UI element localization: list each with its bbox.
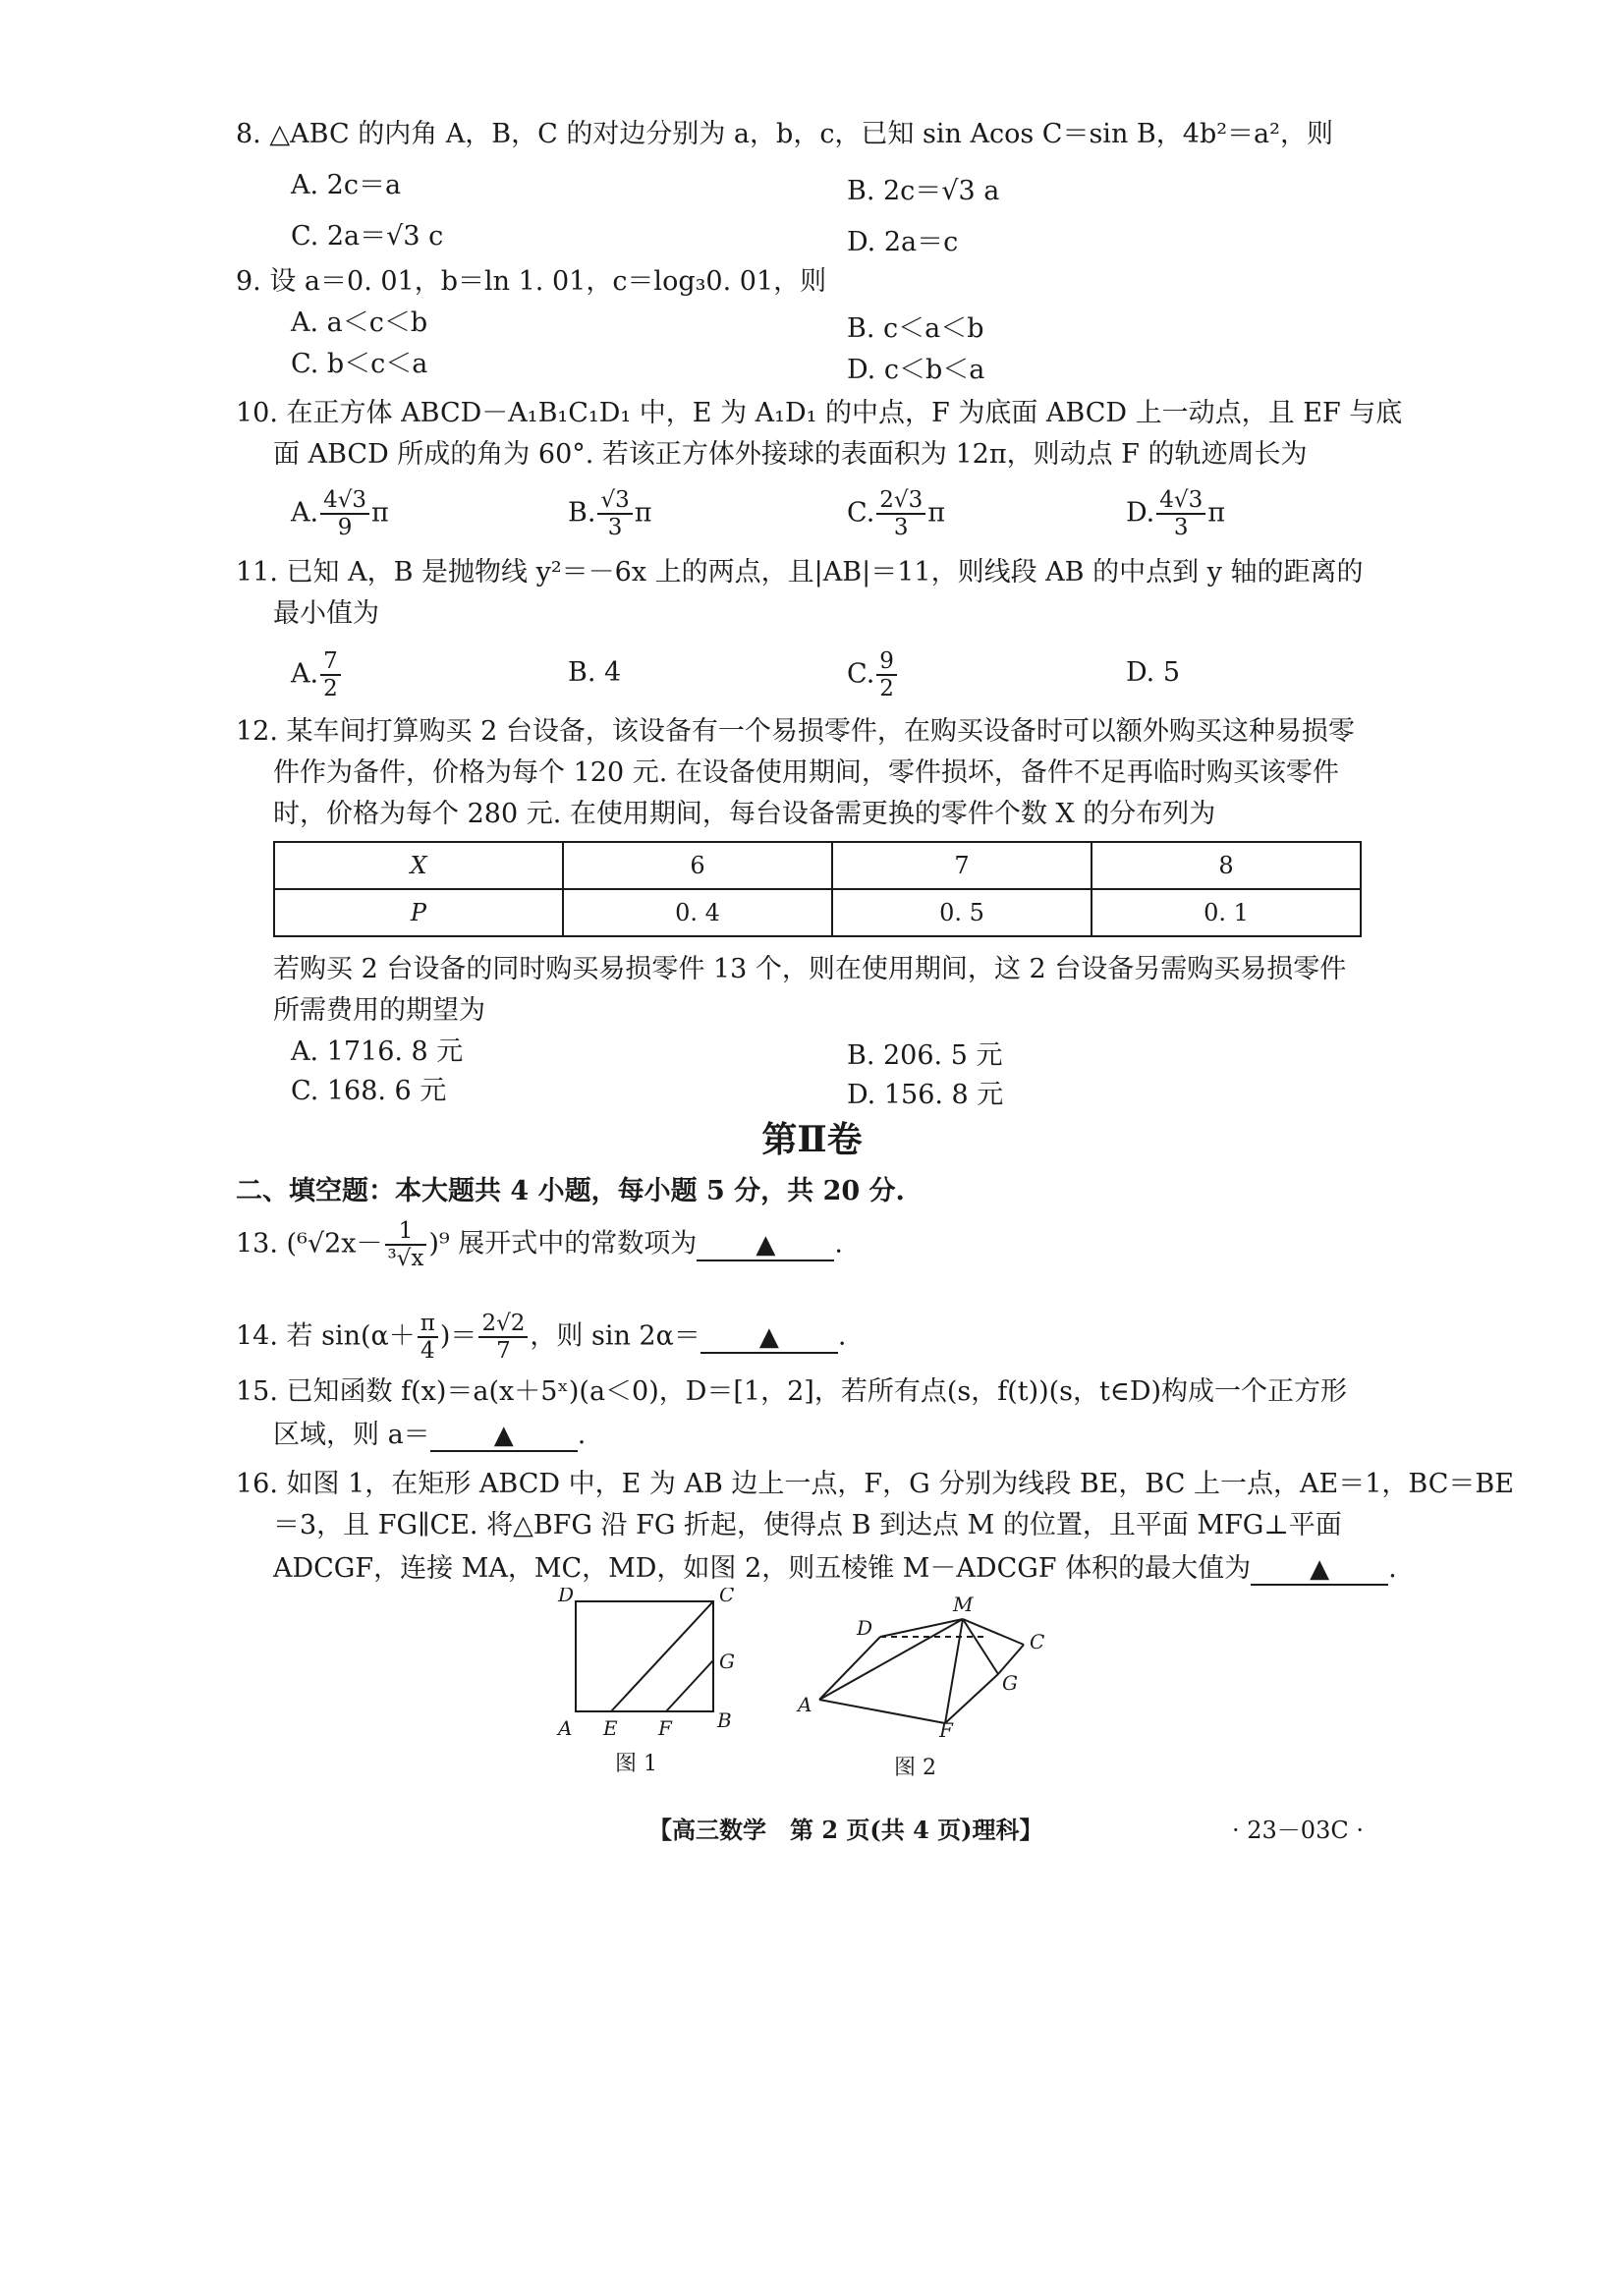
q10-option-d xyxy=(1126,487,1225,540)
q16-line2: ＝3，且 FG∥CE. 将△BFG 沿 FG 折起，使得点 B 到达点 M 的位置，且平面 MFG⊥平面 xyxy=(273,1510,1342,1540)
q14-pi-fraction xyxy=(418,1311,438,1364)
fig2-label-d: D xyxy=(857,1616,873,1640)
q10-option-a-fraction xyxy=(320,487,369,540)
q12-option-d: D. 156. 8 元 xyxy=(847,1080,1004,1110)
q10-option-a xyxy=(291,487,389,540)
q11-option-a-label: A. xyxy=(291,658,319,690)
q13-suffix: )⁹ 展开式中的常数项为 xyxy=(428,1228,698,1259)
q16-answer-blank[interactable]: ▲ xyxy=(1251,1554,1388,1586)
q11-c-numerator: 9 xyxy=(876,648,897,676)
q10-c-pi: π xyxy=(927,497,945,529)
page-footer: 【高三数学 第 2 页(共 4 页)理科】 xyxy=(648,1816,1043,1844)
edge-gc xyxy=(998,1645,1024,1674)
fig1-label-c: C xyxy=(719,1588,735,1606)
q11-a-denominator: 2 xyxy=(323,676,338,701)
q15-line2-prefix: 区域，则 a＝ xyxy=(273,1420,430,1450)
edge-af xyxy=(819,1700,945,1723)
edge-am xyxy=(819,1619,963,1700)
q11-option-c-fraction xyxy=(876,648,897,701)
q10-option-b xyxy=(568,487,651,540)
q14 xyxy=(236,1311,846,1364)
q15-end: . xyxy=(577,1420,587,1450)
q16-line3 xyxy=(273,1552,1397,1586)
q14-end: . xyxy=(837,1320,847,1352)
fig1-label-e: E xyxy=(603,1716,618,1740)
q11-option-b: B. 4 xyxy=(568,657,622,688)
q13-sixth-root: ⁶√2x xyxy=(297,1228,357,1259)
q8-option-b: B. 2c＝√3 a xyxy=(847,176,1000,206)
q10-option-a-label: A. xyxy=(291,497,319,529)
q10-c-denominator: 3 xyxy=(893,515,909,540)
q14-mid: )＝ xyxy=(439,1320,477,1352)
q10-option-d-label: D. xyxy=(1126,497,1155,529)
edge-mf xyxy=(945,1619,963,1723)
q16-line3-prefix: ADCGF，连接 MA，MC，MD，如图 2，则五棱锥 M－ADCGF 体积的最大值为 xyxy=(273,1553,1252,1584)
rectangle-abcd xyxy=(576,1601,713,1711)
q12-option-b: B. 206. 5 元 xyxy=(847,1040,1003,1071)
q8-stem: 8. △ABC 的内角 A，B，C 的对边分别为 a，b，c，已知 sin Acos C＝sin B，4b²＝a²，则 xyxy=(236,119,1333,149)
figure-1-caption: 图 1 xyxy=(615,1752,657,1776)
edge-ad xyxy=(819,1637,880,1700)
q14-value-denominator: 7 xyxy=(496,1338,511,1364)
fig1-label-f: F xyxy=(658,1716,672,1740)
q10-option-d-fraction xyxy=(1156,487,1205,540)
q10-b-pi: π xyxy=(634,497,652,529)
q12-line4: 若购买 2 台设备的同时购买易损零件 13 个，则在使用期间，这 2 台设备另需购买易损零件 xyxy=(273,954,1347,984)
q13-end: . xyxy=(834,1228,843,1259)
q14-suffix: ，则 sin 2α＝ xyxy=(530,1320,700,1352)
fig1-label-a: A xyxy=(558,1716,573,1740)
q11-option-c xyxy=(847,648,899,701)
q14-pi-denominator: 4 xyxy=(420,1338,435,1364)
table-cell: P xyxy=(274,889,563,936)
q10-option-b-fraction xyxy=(597,487,632,540)
q13-numerator: 1 xyxy=(385,1218,427,1246)
section-title: 第Ⅱ卷 xyxy=(761,1119,863,1160)
q14-prefix: 14. 若 sin(α＋ xyxy=(236,1320,416,1352)
table-cell: 0. 5 xyxy=(832,889,1092,936)
fig2-label-a: A xyxy=(798,1693,812,1716)
table-cell: X xyxy=(274,842,563,889)
q11-line2: 最小值为 xyxy=(273,598,379,629)
q8-option-c: C. 2a＝√3 c xyxy=(291,221,444,252)
table-cell: 7 xyxy=(832,842,1092,889)
q14-value-fraction xyxy=(478,1311,528,1364)
q10-d-pi: π xyxy=(1207,497,1225,529)
q12-line5: 所需费用的期望为 xyxy=(273,995,485,1026)
q15-line1: 15. 已知函数 f(x)＝a(x＋5ˣ)(a＜0)，D＝[1，2]，若所有点(s，f(t))(s，t∈D)构成一个正方形 xyxy=(236,1376,1348,1407)
q12-line2: 件作为备件，价格为每个 120 元. 在设备使用期间，零件损坏，备件不足再临时购买该零件 xyxy=(273,757,1339,788)
q13-denominator: ³√x xyxy=(387,1246,424,1271)
q13-prefix: 13. ( xyxy=(236,1228,298,1259)
q9-option-c: C. b＜c＜a xyxy=(291,349,428,379)
q13-minus: － xyxy=(356,1228,383,1259)
q11-option-a-fraction xyxy=(320,648,341,701)
q14-pi-numerator: π xyxy=(418,1311,438,1338)
paper-code: · 23－03C · xyxy=(1232,1817,1364,1844)
fig2-label-m: M xyxy=(953,1593,974,1616)
table-row xyxy=(274,889,1361,936)
table-row xyxy=(274,842,1361,889)
q8-option-d: D. 2a＝c xyxy=(847,227,959,257)
q10-d-numerator: 4√3 xyxy=(1156,487,1205,515)
q11-option-a xyxy=(291,648,343,701)
q9-option-b: B. c＜a＜b xyxy=(847,313,984,344)
table-cell: 0. 4 xyxy=(563,889,832,936)
q15-answer-blank[interactable]: ▲ xyxy=(430,1421,578,1452)
table-cell: 8 xyxy=(1092,842,1361,889)
fig1-label-g: G xyxy=(719,1650,735,1673)
q11-option-c-label: C. xyxy=(847,658,875,690)
q15-line2 xyxy=(273,1419,586,1452)
distribution-table xyxy=(273,841,1362,937)
q8-option-a: A. 2c＝a xyxy=(291,170,402,200)
q12-option-a: A. 1716. 8 元 xyxy=(291,1036,464,1067)
q9-option-a: A. a＜c＜b xyxy=(291,308,428,338)
q11-c-denominator: 2 xyxy=(879,676,894,701)
fig1-label-d: D xyxy=(558,1588,575,1606)
segment-fg xyxy=(666,1660,713,1711)
fig2-label-g: G xyxy=(1002,1671,1018,1695)
q10-line1: 10. 在正方体 ABCD－A₁B₁C₁D₁ 中，E 为 A₁D₁ 的中点，F 为底面 ABCD 上一动点，且 EF 与底 xyxy=(236,398,1403,428)
q12-line1: 12. 某车间打算购买 2 台设备，该设备有一个易损零件，在购买设备时可以额外购买这种易损零 xyxy=(236,716,1355,747)
q12-option-c: C. 168. 6 元 xyxy=(291,1076,447,1106)
table-cell: 6 xyxy=(563,842,832,889)
q14-answer-blank[interactable]: ▲ xyxy=(700,1322,838,1354)
q10-b-numerator: √3 xyxy=(597,487,632,515)
q10-option-c-label: C. xyxy=(847,497,875,529)
q10-a-pi: π xyxy=(371,497,389,529)
table-cell: 0. 1 xyxy=(1092,889,1361,936)
q10-c-numerator: 2√3 xyxy=(876,487,925,515)
q10-d-denominator: 3 xyxy=(1173,515,1189,540)
q11-line1: 11. 已知 A，B 是抛物线 y²＝－6x 上的两点，且|AB|＝11，则线段 AB 的中点到 y 轴的距离的 xyxy=(236,557,1364,588)
q9-stem: 9. 设 a＝0. 01，b＝ln 1. 01，c＝log₃0. 01，则 xyxy=(236,266,827,297)
q10-b-denominator: 3 xyxy=(607,515,623,540)
q13-fraction xyxy=(385,1218,427,1271)
figure-1-rectangle-diagram xyxy=(550,1588,747,1745)
q13-answer-blank[interactable]: ▲ xyxy=(697,1230,834,1261)
edge-dm xyxy=(880,1619,963,1637)
q12-line3: 时，价格为每个 280 元. 在使用期间，每台设备需更换的零件个数 X 的分布列为 xyxy=(273,799,1216,829)
q14-value-numerator: 2√2 xyxy=(478,1311,528,1338)
q11-option-d: D. 5 xyxy=(1126,657,1181,688)
q10-a-denominator: 9 xyxy=(337,515,353,540)
fig2-label-f: F xyxy=(939,1718,953,1737)
figure-2-pyramid-diagram xyxy=(796,1590,1061,1737)
q9-option-d: D. c＜b＜a xyxy=(847,355,985,385)
q10-a-numerator: 4√3 xyxy=(320,487,369,515)
q16-end: . xyxy=(1388,1553,1397,1584)
q11-a-numerator: 7 xyxy=(320,648,341,676)
q10-option-c xyxy=(847,487,945,540)
q13 xyxy=(236,1218,843,1271)
figure-2-caption: 图 2 xyxy=(894,1756,936,1780)
fig1-label-b: B xyxy=(717,1708,732,1732)
section-heading: 二、填空题：本大题共 4 小题，每小题 5 分，共 20 分. xyxy=(236,1176,905,1206)
q10-option-c-fraction xyxy=(876,487,925,540)
q16-line1: 16. 如图 1，在矩形 ABCD 中，E 为 AB 边上一点，F，G 分别为线段 BE，BC 上一点，AE＝1，BC＝BE xyxy=(236,1469,1514,1499)
q10-option-b-label: B. xyxy=(568,497,596,529)
q10-line2: 面 ABCD 所成的角为 60°. 若该正方体外接球的表面积为 12π，则动点 F 的轨迹周长为 xyxy=(273,439,1308,470)
fig2-label-c: C xyxy=(1030,1630,1045,1653)
segment-ce xyxy=(611,1601,713,1711)
